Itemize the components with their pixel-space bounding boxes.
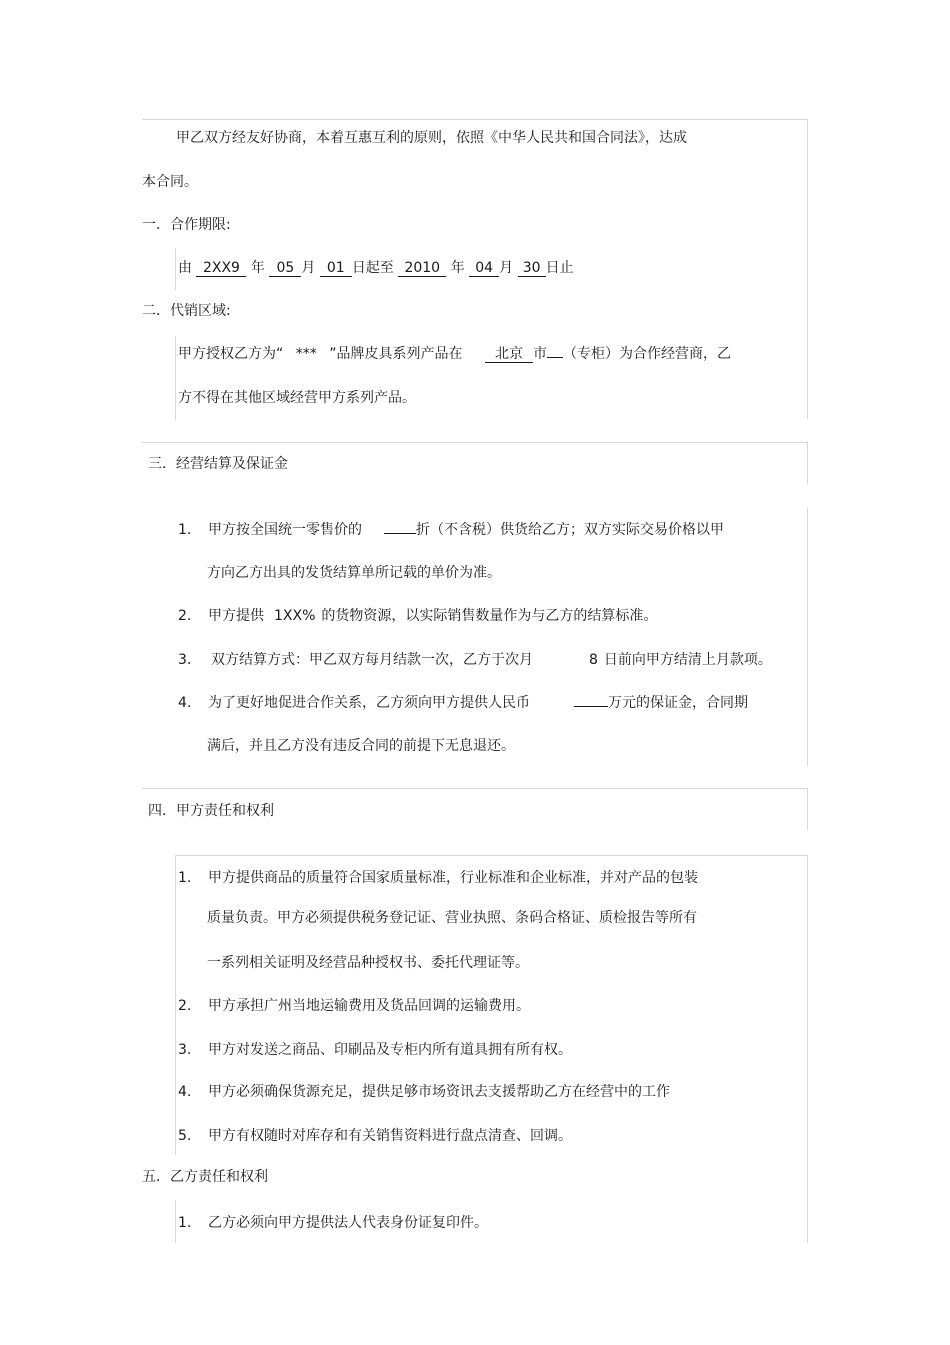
- s3-item-4-cont: 满后，并且乙方没有违反合同的前提下无息退还。: [207, 738, 515, 754]
- intro-line-1: 甲乙双方经友好协商，本着互惠互利的原则，依照《中华人民共和国合同法》，达成: [176, 130, 687, 146]
- region-line-1: [178, 345, 731, 363]
- region-line-2: 方不得在其他区域经营甲方系列产品。: [178, 390, 416, 406]
- border-right-3: [807, 508, 808, 766]
- end-month: 04: [469, 260, 499, 277]
- section-3-title: 三．经营结算及保证金: [148, 456, 288, 472]
- s3-item-4-num: 4.: [178, 695, 192, 711]
- s4-item-3: [178, 1041, 572, 1059]
- term-from-label: 由: [178, 260, 192, 276]
- border-right-2: [807, 442, 808, 484]
- month-label: 月: [301, 260, 316, 276]
- deposit-blank: [574, 706, 608, 707]
- s4-item-4-text: 甲方必须确保货源充足，提供足够市场资讯去支援帮助乙方在经营中的工作: [208, 1084, 670, 1100]
- s4-item-1-cont-2: 一系列相关证明及经营品种授权书、委托代理证等。: [207, 955, 529, 971]
- s4-item-2: [178, 997, 530, 1015]
- intro-line-2: 本合同。: [142, 174, 198, 190]
- end-year: 2010: [398, 260, 446, 277]
- settlement-day: 8: [589, 652, 598, 668]
- brand-placeholder: ***: [295, 346, 317, 362]
- border-top-3: [142, 788, 808, 789]
- year-label: 年: [250, 260, 265, 276]
- s4-item-3-num: 3.: [178, 1042, 192, 1058]
- border-left-4: [175, 855, 176, 1155]
- section-2-title: 二．代销区域:: [142, 303, 231, 319]
- s3-item-1-text-a: 甲方按全国统一零售价的: [208, 522, 362, 538]
- border-top-4: [175, 855, 808, 856]
- counter-blank: [547, 357, 563, 358]
- s3-item-1-cont: 方向乙方出具的发货结算单所记载的单价为准。: [207, 565, 501, 581]
- s5-item-1-num: 1.: [178, 1215, 192, 1231]
- supply-percent: 1XX%: [274, 608, 316, 624]
- border-top-1: [142, 119, 808, 120]
- s4-item-1-num: 1.: [178, 870, 192, 886]
- s5-item-1: [178, 1214, 488, 1232]
- border-left-2: [175, 336, 176, 420]
- border-right-5: [807, 855, 808, 1243]
- s4-item-5-text: 甲方有权随时对库存和有关销售资料进行盘点清查、回调。: [208, 1128, 572, 1144]
- discount-blank: [384, 533, 416, 534]
- region-text-d: （专柜）为合作经营商，乙: [562, 346, 731, 362]
- term-line: [178, 259, 574, 277]
- start-year: 2XX9: [196, 260, 246, 277]
- s3-item-3: [178, 651, 772, 669]
- s3-item-4: [178, 694, 748, 712]
- end-day: 30: [518, 260, 546, 277]
- region-text-b: ”品牌皮具系列产品在: [329, 346, 463, 362]
- s4-item-4: [178, 1083, 670, 1101]
- s3-item-3-num: 3.: [178, 652, 192, 668]
- s4-item-1-cont-1: 质量负责。甲方必须提供税务登记证、营业执照、条码合格证、质检报告等所有: [207, 910, 697, 926]
- day-to-label: 日止: [545, 260, 574, 276]
- s4-item-3-text: 甲方对发送之商品、印刷品及专柜内所有道具拥有所有权。: [208, 1042, 572, 1058]
- border-right-1: [807, 119, 808, 419]
- start-day: 01: [320, 260, 352, 277]
- s3-item-1: [178, 521, 724, 539]
- day-from-label: 日起至: [351, 260, 394, 276]
- s4-item-5: [178, 1127, 572, 1145]
- month-label-2: 月: [499, 260, 514, 276]
- s3-item-3-text-a: 双方结算方式：甲乙双方每月结款一次，乙方于次月: [211, 652, 533, 668]
- section-4-title: 四．甲方责任和权利: [148, 803, 274, 819]
- s3-item-1-num: 1.: [178, 522, 192, 538]
- s3-item-2-text-b: 的货物资源，以实际销售数量作为与乙方的结算标准。: [321, 608, 658, 624]
- city-field: 北京: [485, 346, 533, 363]
- border-left-1: [175, 248, 176, 290]
- section-1-title: 一．合作期限:: [142, 217, 231, 233]
- start-month: 05: [269, 260, 301, 277]
- s5-item-1-text: 乙方必须向甲方提供法人代表身份证复印件。: [208, 1215, 488, 1231]
- region-text-c: 市: [532, 346, 547, 362]
- s3-item-2: [178, 607, 657, 625]
- border-left-5: [175, 1200, 176, 1243]
- region-text-a: 甲方授权乙方为“: [178, 346, 284, 362]
- s3-item-3-text-b: 日前向甲方结清上月款项。: [603, 652, 772, 668]
- s3-item-4-text-a: 为了更好地促进合作关系，乙方须向甲方提供人民币: [208, 695, 530, 711]
- section-5-title: 五．乙方责任和权利: [142, 1169, 268, 1185]
- s3-item-2-num: 2.: [178, 608, 192, 624]
- s4-item-5-num: 5.: [178, 1128, 192, 1144]
- year-label-2: 年: [450, 260, 465, 276]
- s4-item-1: [178, 869, 698, 887]
- s4-item-4-num: 4.: [178, 1084, 192, 1100]
- s3-item-1-text-b: 折（不含税）供货给乙方；双方实际交易价格以甲: [416, 522, 724, 538]
- border-right-4: [807, 788, 808, 830]
- s4-item-1-text: 甲方提供商品的质量符合国家质量标准，行业标准和企业标准，并对产品的包装: [208, 870, 698, 886]
- border-top-2: [142, 442, 808, 443]
- s4-item-2-num: 2.: [178, 998, 192, 1014]
- s3-item-4-text-b: 万元的保证金，合同期: [608, 695, 748, 711]
- s3-item-2-text-a: 甲方提供: [208, 608, 264, 624]
- s4-item-2-text: 甲方承担广州当地运输费用及货品回调的运输费用。: [208, 998, 530, 1014]
